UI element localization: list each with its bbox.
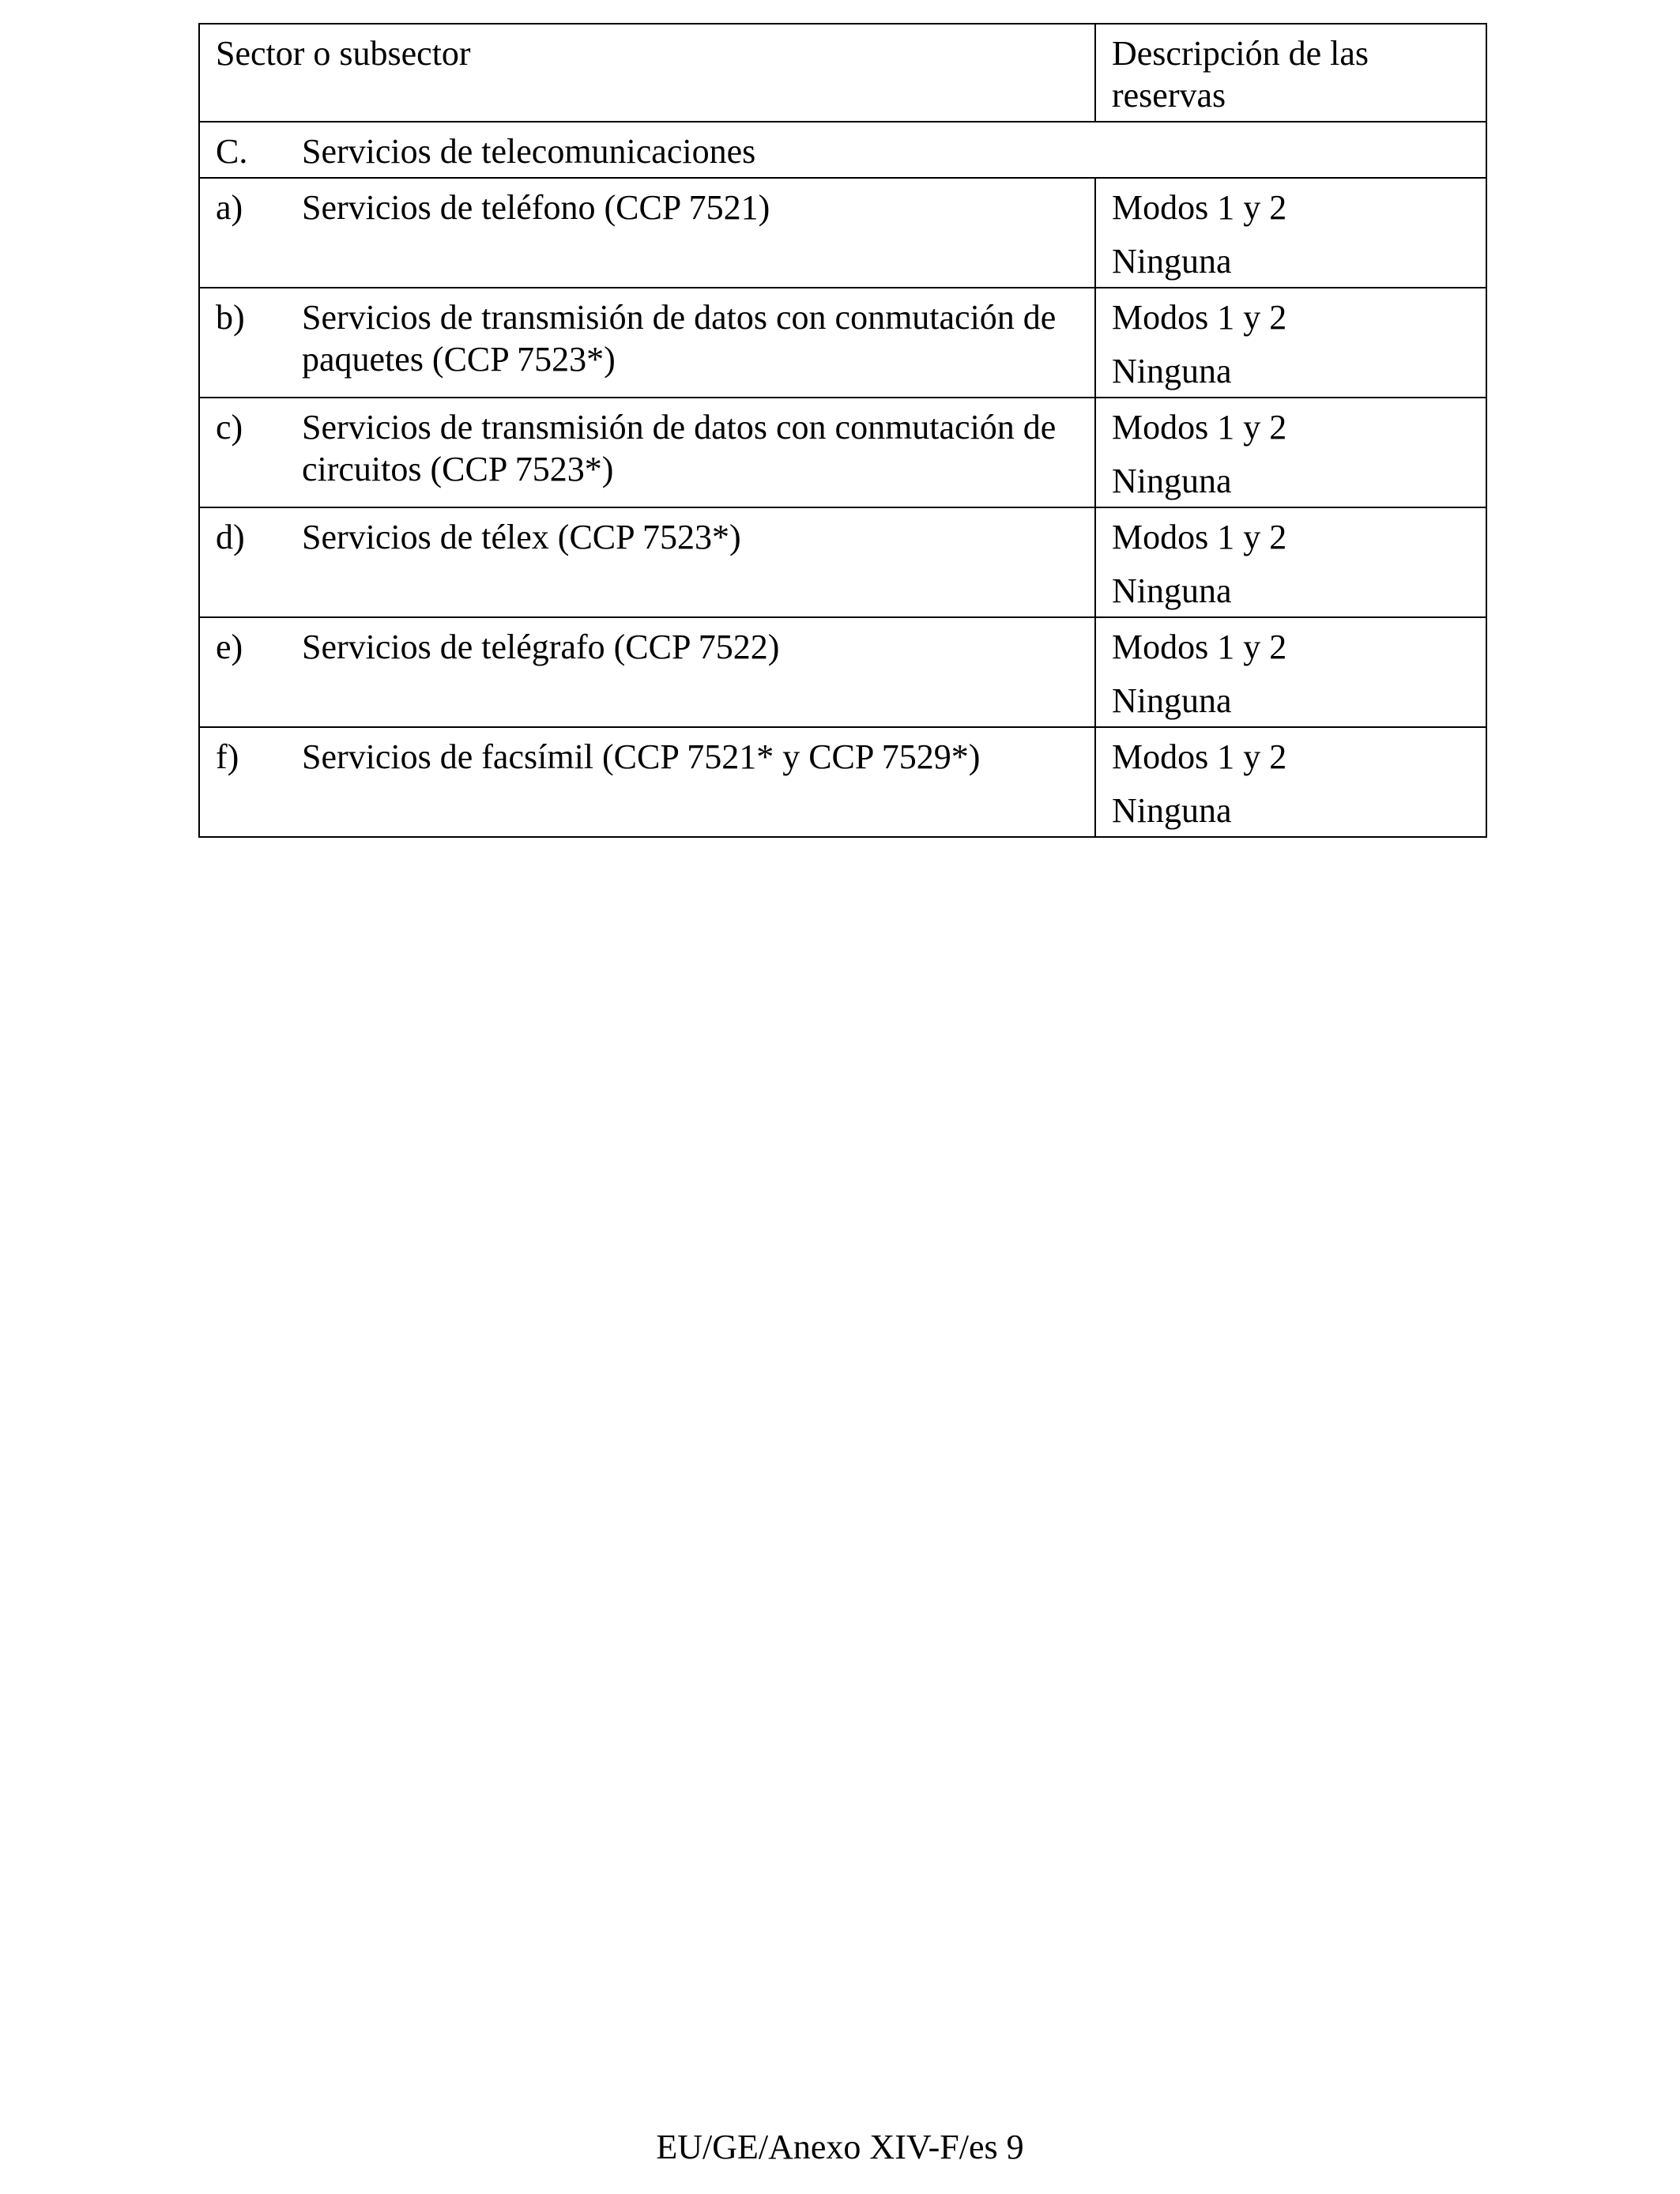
row-modes: Modos 1 y 2 xyxy=(1112,628,1287,666)
table-row xyxy=(199,398,1486,507)
row-label: Servicios de telégrafo (CCP 7522) xyxy=(302,628,780,666)
header-sector-cell: Sector o subsector xyxy=(199,24,1095,122)
row-description-cell xyxy=(1095,507,1486,617)
row-description-cell xyxy=(1095,727,1486,837)
section-cell xyxy=(199,122,1486,178)
row-label: Servicios de transmisión de datos con conmutación de paquetes (CCP 7523*) xyxy=(302,298,1057,379)
row-label-cell xyxy=(199,727,1095,837)
row-label-cell xyxy=(199,178,1095,288)
table-row xyxy=(199,507,1486,617)
row-label: Servicios de teléfono (CCP 7521) xyxy=(302,188,770,227)
table-row xyxy=(199,617,1486,727)
row-reservation: Ninguna xyxy=(1112,242,1232,281)
row-label: Servicios de facsímil (CCP 7521* y CCP 7529*) xyxy=(302,737,981,776)
row-modes: Modos 1 y 2 xyxy=(1112,518,1287,556)
row-modes: Modos 1 y 2 xyxy=(1112,298,1287,337)
row-reservation: Ninguna xyxy=(1112,352,1232,390)
row-reservation: Ninguna xyxy=(1112,462,1232,500)
section-row xyxy=(199,122,1486,178)
row-description-cell xyxy=(1095,288,1486,398)
row-description-cell xyxy=(1095,617,1486,727)
row-modes: Modos 1 y 2 xyxy=(1112,188,1287,227)
row-reservation: Ninguna xyxy=(1112,791,1232,830)
row-description-cell xyxy=(1095,398,1486,507)
row-label: Servicios de télex (CCP 7523*) xyxy=(302,518,741,556)
row-modes: Modos 1 y 2 xyxy=(1112,408,1287,447)
row-label-cell xyxy=(199,617,1095,727)
section-title: Servicios de telecomunicaciones xyxy=(302,132,756,171)
row-reservation: Ninguna xyxy=(1112,571,1232,610)
row-label-cell xyxy=(199,398,1095,507)
table-row xyxy=(199,178,1486,288)
row-letter: e) xyxy=(216,628,243,666)
table-row xyxy=(199,727,1486,837)
header-description-cell: Descripción de las reservas xyxy=(1095,24,1486,122)
row-reservation: Ninguna xyxy=(1112,681,1232,720)
row-label-cell xyxy=(199,507,1095,617)
row-modes: Modos 1 y 2 xyxy=(1112,737,1287,776)
section-letter: C. xyxy=(216,132,248,171)
row-letter: f) xyxy=(216,737,239,776)
row-letter: d) xyxy=(216,518,245,556)
row-description-cell xyxy=(1095,178,1486,288)
row-letter: c) xyxy=(216,408,243,447)
row-letter: a) xyxy=(216,188,243,227)
table-header-row xyxy=(199,24,1486,122)
row-letter: b) xyxy=(216,298,245,337)
row-label-cell xyxy=(199,288,1095,398)
row-label: Servicios de transmisión de datos con conmutación de circuitos (CCP 7523*) xyxy=(302,408,1057,488)
reservations-table xyxy=(198,23,1487,838)
page-footer: EU/GE/Anexo XIV-F/es 9 xyxy=(656,2128,1024,2166)
table-row xyxy=(199,288,1486,398)
